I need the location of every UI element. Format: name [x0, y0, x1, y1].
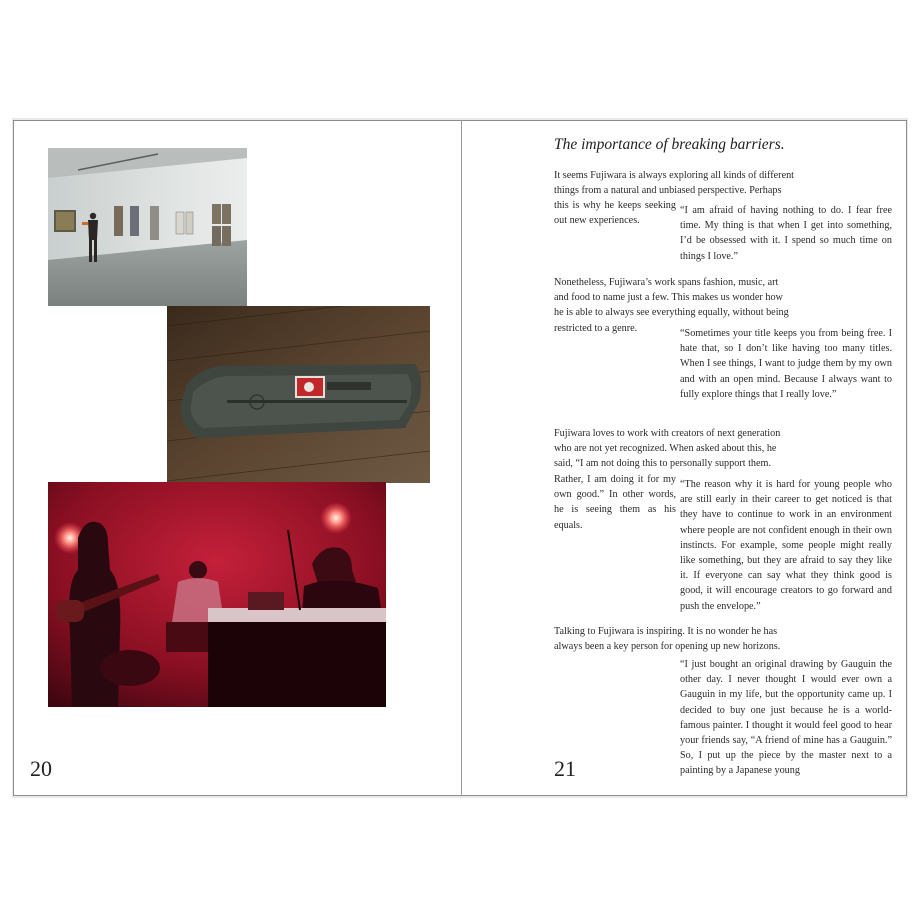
section-1-line-1: It seems Fujiwara is always exploring all kinds of different — [554, 170, 795, 181]
section-2-intro — [554, 275, 804, 321]
section-3-line-1: Fujiwara loves to work with creators of next generation — [554, 428, 781, 439]
section-4-quote: “I just bought an original drawing by Gauguin the other day. I never thought I would ever own a Gauguin in my life, but the opportunity came up. I decided to buy one just because he is a world-famous painter. I thought it would feel good to hear your friends say, “A friend of mine has a Gauguin.” So, I put up the piece by the master next to a painting by a Japanese young — [680, 659, 892, 777]
section-1-intro — [554, 168, 804, 198]
section-2-quote: “Sometimes your title keeps you from being free. I hate that, so I don’t like having too many titles. When I see things, I want to judge them by my own and with an open mind. Because I always want to fully explore things that I really love.” — [680, 328, 892, 400]
section-2-narrow-text: restricted to a genre. — [554, 323, 638, 334]
section-1-narrow-text: this is why he keeps seeking out new experiences. — [554, 200, 676, 227]
guitar-case-photo — [167, 306, 430, 483]
section-3-intro — [554, 426, 804, 472]
section-3-line-2: who are not yet recognized. When asked about this, he — [554, 443, 777, 455]
gallery-photo — [48, 148, 247, 306]
section-3-narrow-text: Rather, I am doing it for my own good.” In other words, he is seeing them as his equals. — [554, 474, 676, 531]
left-page-number: 20 — [30, 756, 52, 781]
section-3-quote: “The reason why it is hard for young people who are still early in their career to get noticed is that they have to continue to work in an environment where people are not confident enough in their own instincts. For example, some people might really like something, but they are afraid to say they like it. If everyone can say what they think good is good, it will encourage creators to go forward and push the envelope.” — [680, 479, 892, 612]
section-4-line-1: Talking to Fujiwara is inspiring. It is no wonder he has — [554, 626, 778, 637]
book-gutter — [461, 120, 462, 796]
section-heading: The importance of breaking barriers. — [554, 136, 785, 153]
section-2-line-2: and food to name just a few. This makes us wonder how — [554, 292, 783, 304]
section-4-line-2: always been a key person for opening up new horizons. — [554, 641, 781, 653]
right-page-number: 21 — [554, 756, 576, 781]
section-2-line-1: Nonetheless, Fujiwara’s work spans fashion, music, art — [554, 277, 779, 288]
section-1-quote: “I am afraid of having nothing to do. I fear free time. My thing is that when I get into something, I’d be obsessed with it. I spend so much time on things I love.” — [680, 205, 892, 262]
section-3-line-3: said, “I am not doing this to personally support them. — [554, 458, 772, 470]
section-4-intro — [554, 624, 804, 654]
concert-photo — [48, 482, 386, 707]
section-1-line-2: things from a natural and unbiased perspective. Perhaps — [554, 185, 782, 197]
section-2-line-3: he is able to always see everything equally, without being — [554, 307, 789, 319]
